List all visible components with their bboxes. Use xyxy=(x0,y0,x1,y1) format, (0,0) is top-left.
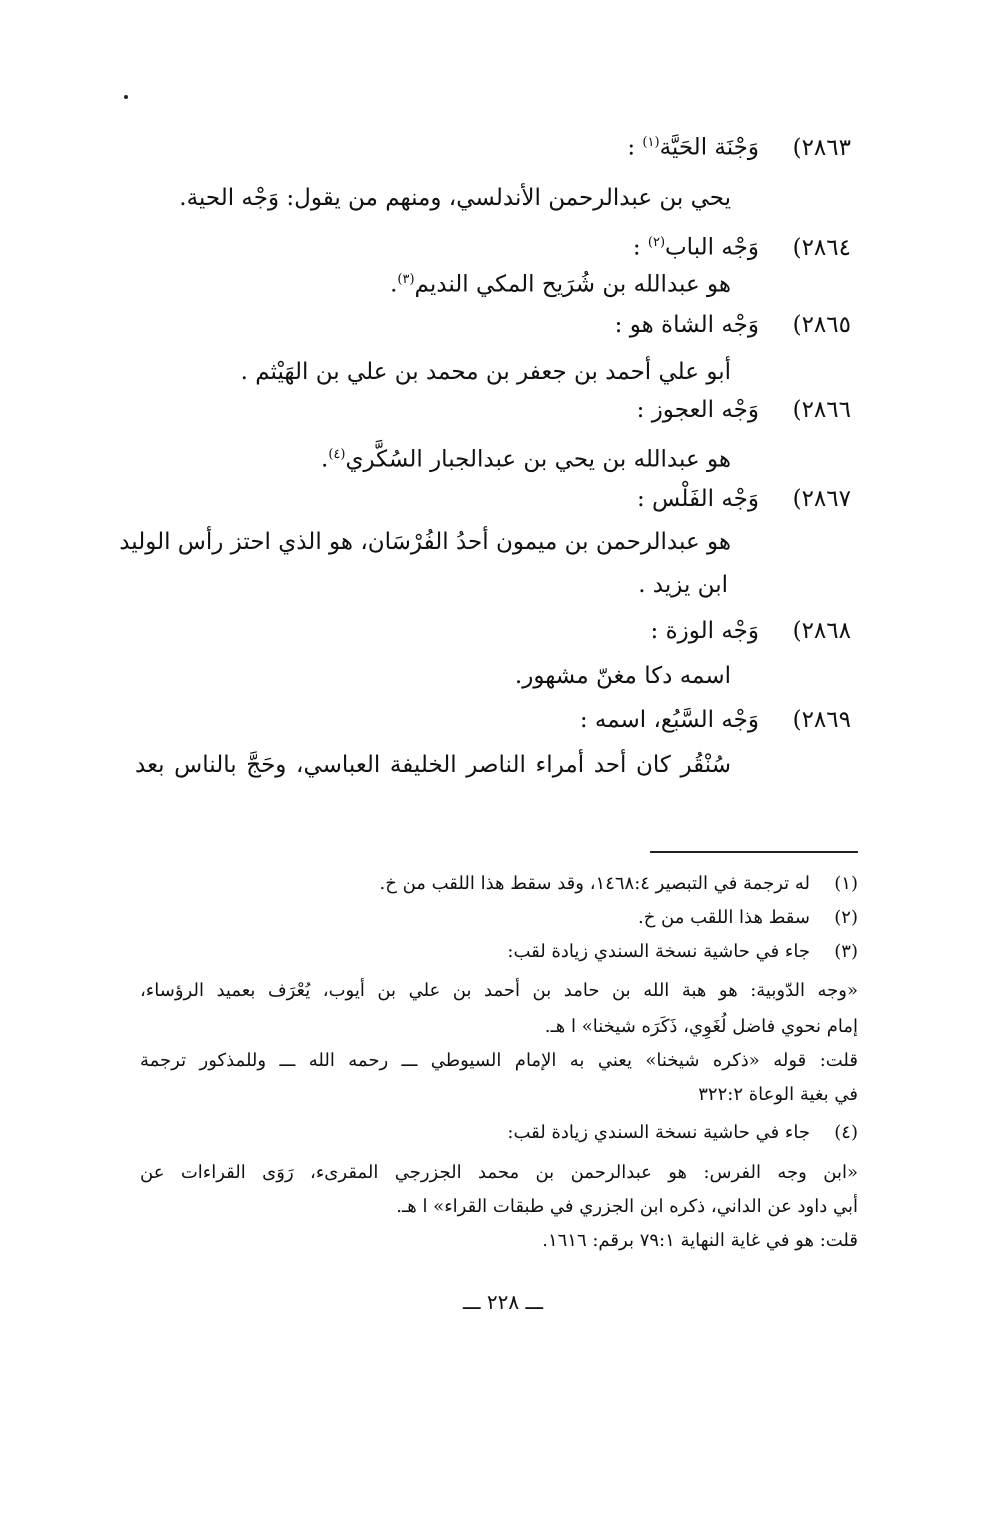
entry-number: ٢٨٦٨) xyxy=(792,618,851,644)
footnote-3-quote-line-2: إمام نحوي فاضل لُغَوِي، ذَكَرَه شيخنا» ا هـ. xyxy=(544,1016,858,1037)
footnote-divider xyxy=(650,851,858,853)
entry-2863-heading xyxy=(135,128,851,163)
footnote-number: (٣) xyxy=(834,941,858,962)
footnote-2 xyxy=(140,905,858,931)
footnote-ref: (٤) xyxy=(328,447,346,462)
footnote-3-note-line-1: قلت: قوله «ذكره شيخنا» يعني به الإمام السيوطي ـــ رحمه الله ـــ وللمذكور ترجمة xyxy=(140,1050,858,1071)
footnote-4-quote-line-2: أبي داود عن الداني، ذكره ابن الجزري في طبقات القراء» ا هـ. xyxy=(396,1196,858,1217)
entry-colon: : xyxy=(627,134,643,161)
entry-title: وَجْنَة الحَيَّة xyxy=(659,134,759,161)
entry-title: وَجْه الشاة هو : xyxy=(614,312,759,338)
footnote-text: له ترجمة في التبصير ١٤٦٨:٤، وقد سقط هذا اللقب من خ. xyxy=(379,873,810,894)
entry-number: ٢٨٦٤) xyxy=(792,234,851,261)
entry-2868-heading xyxy=(135,616,851,646)
entry-title: وَجْه السَّبُع، اسمه : xyxy=(579,707,759,733)
entry-2865-body: أبو علي أحمد بن جعفر بن محمد بن علي بن الهَيْثم . xyxy=(240,359,731,385)
entry-2867-body-cont: ابن يزيد . xyxy=(638,572,728,598)
body-text: هو عبدالله بن يحي بن عبدالجبار السُكَّري xyxy=(345,446,731,473)
entry-colon: : xyxy=(632,234,648,261)
footnote-1 xyxy=(140,871,858,897)
entry-number: ٢٨٦٩) xyxy=(792,707,851,733)
body-end: . xyxy=(321,446,329,473)
entry-title: وَجْه العجوز : xyxy=(636,397,759,423)
footnote-ref: (٣) xyxy=(397,272,415,287)
footnote-text: سقط هذا اللقب من خ. xyxy=(637,907,810,928)
entry-2865-heading xyxy=(135,310,851,340)
entry-2866-body xyxy=(135,440,731,475)
page-number: ـــ ٢٢٨ ـــ xyxy=(462,1290,544,1314)
entry-title: وَجْه الفَلْس : xyxy=(637,486,759,512)
body-end: . xyxy=(390,271,398,298)
footnote-text: جاء في حاشية نسخة السندي زيادة لقب: xyxy=(507,1122,810,1143)
footnote-number: (٢) xyxy=(834,907,858,928)
entry-number: ٢٨٦٦) xyxy=(792,397,851,423)
entry-number: ٢٨٦٣) xyxy=(792,134,851,161)
entry-2864-heading xyxy=(135,228,851,263)
entry-title: وَجْه الباب xyxy=(665,234,759,261)
entry-2867-body: هو عبدالرحمن بن ميمون أحدُ الفُرْسَان، هو الذي احتز رأس الوليد xyxy=(119,529,731,555)
footnote-4-note-line-1: قلت: هو في غاية النهاية ٧٩:١ برقم: ١٦١٦. xyxy=(542,1230,858,1251)
entry-number: ٢٨٦٥) xyxy=(792,312,851,338)
footnote-4 xyxy=(140,1120,858,1146)
footnote-3-quote-line-1: «وجه الدّوبية: هو هبة الله بن حامد بن أحمد بن علي بن أيوب، يُعْرَف بعميد الرؤساء، xyxy=(140,980,858,1001)
entry-2869-body: سُنْقُر كان أحد أمراء الناصر الخليفة العباسي، وحَجَّ بالناس بعد xyxy=(135,752,731,778)
entry-title: وَجْه الوزة : xyxy=(650,618,759,644)
footnote-ref: (٢) xyxy=(647,235,666,250)
stray-mark xyxy=(124,95,128,99)
entry-2863-body: يحي بن عبدالرحمن الأندلسي، ومنهم من يقول: وَجْه الحية. xyxy=(179,185,731,211)
footnote-number: (٤) xyxy=(834,1122,858,1143)
footnote-text: جاء في حاشية نسخة السندي زيادة لقب: xyxy=(507,941,810,962)
footnote-ref: (١) xyxy=(642,135,660,150)
entry-2864-body xyxy=(135,265,731,300)
footnote-number: (١) xyxy=(834,873,858,894)
footnote-3-note-line-2: في بغية الوعاة ٣٢٢:٢ xyxy=(698,1084,858,1105)
entry-2867-heading xyxy=(135,484,851,514)
footnote-4-quote-line-1: «ابن وجه الفرس: هو عبدالرحمن بن محمد الجزرجي المقرىء، رَوَى القراءات عن xyxy=(140,1162,858,1183)
entry-2869-heading xyxy=(135,705,851,735)
entry-2868-body: اسمه دكا مغنّ مشهور. xyxy=(514,663,731,689)
entry-2866-heading xyxy=(135,395,851,425)
footnote-3 xyxy=(140,939,858,965)
entry-number: ٢٨٦٧) xyxy=(792,486,851,512)
body-text: هو عبدالله بن شُرَيح المكي النديم xyxy=(414,271,731,298)
